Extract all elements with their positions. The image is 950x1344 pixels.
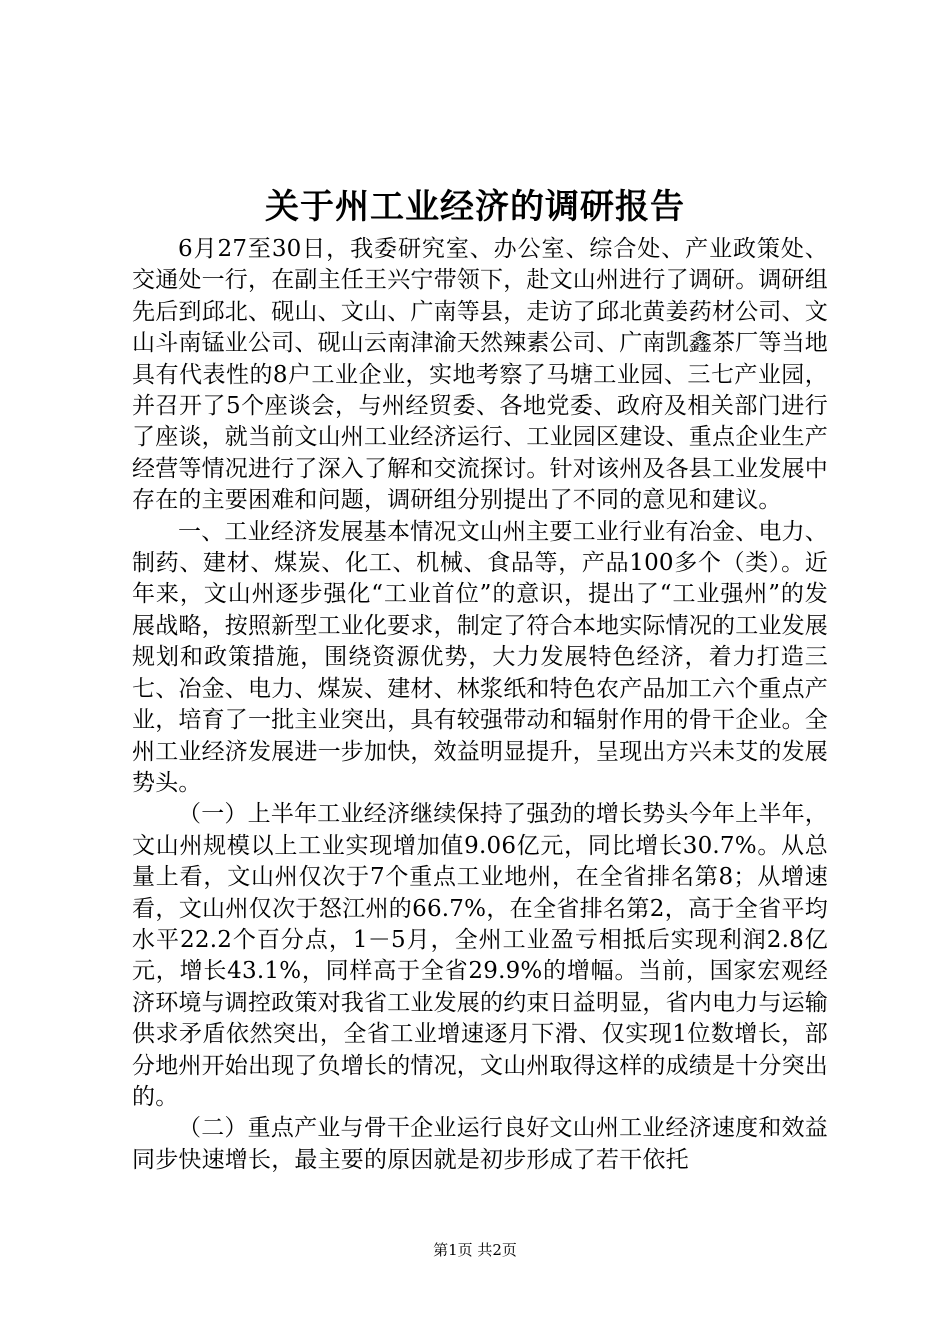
- paragraph-subsection-2: （二）重点产业与骨干企业运行良好文山州工业经济速度和效益同步快速增长，最主要的原因就是初步形成了若干依托: [132, 1115, 828, 1173]
- paragraph-intro: 6月27至30日，我委研究室、办公室、综合处、产业政策处、交通处一行，在副主任王兴宁带领下，赴文山州进行了调研。调研组先后到邱北、砚山、文山、广南等县，走访了邱北黄姜药材公司、文山斗南锰业公司、砚山云南津渝天然辣素公司、广南凯鑫茶厂等当地具有代表性的8户工业企业，实地考察了马塘工业园、三七产业园，并召开了5个座谈会，与州经贸委、各地党委、政府及相关部门进行了座谈，就当前文山州工业经济运行、工业园区建设、重点企业生产经营等情况进行了深入了解和交流探讨。针对该州及各县工业发展中存在的主要困难和问题，调研组分别提出了不同的意见和建议。: [132, 236, 828, 514]
- document-body: [132, 234, 828, 1176]
- paragraph-section-1: 一、工业经济发展基本情况文山州主要工业行业有冶金、电力、制药、建材、煤炭、化工、机械、食品等，产品100多个（类）。近年来，文山州逐步强化“工业首位”的意识，提出了“工业强州”的发展战略，按照新型工业化要求，制定了符合本地实际情况的工业发展规划和政策措施，围绕资源优势，大力发展特色经济，着力打造三七、冶金、电力、煤炭、建材、林浆纸和特色农产品加工六个重点产业，培育了一批主业突出，具有较强带动和辐射作用的骨干企业。全州工业经济发展进一步加快，效益明显提升，呈现出方兴未艾的发展势头。: [132, 518, 828, 796]
- document-title: 关于州工业经济的调研报告: [265, 187, 685, 227]
- page-footer: 第1页 共2页: [433, 1241, 517, 1259]
- paragraph-subsection-1: （一）上半年工业经济继续保持了强劲的增长势头今年上半年，文山州规模以上工业实现增加值9.06亿元，同比增长30.7%。从总量上看，文山州仅次于7个重点工业地州，在全省排名第8；从增速看，文山州仅次于怒江州的66.7%，在全省排名第2，高于全省平均水平22.2个百分点，1－5月，全州工业盈亏相抵后实现利润2.8亿元，增长43.1%，同样高于全省29.9%的增幅。当前，国家宏观经济环境与调控政策对我省工业发展的约束日益明显，省内电力与运输供求矛盾依然突出，全省工业增速逐月下滑、仅实现1位数增长，部分地州开始出现了负增长的情况，文山州取得这样的成绩是十分突出的。: [132, 801, 828, 1110]
